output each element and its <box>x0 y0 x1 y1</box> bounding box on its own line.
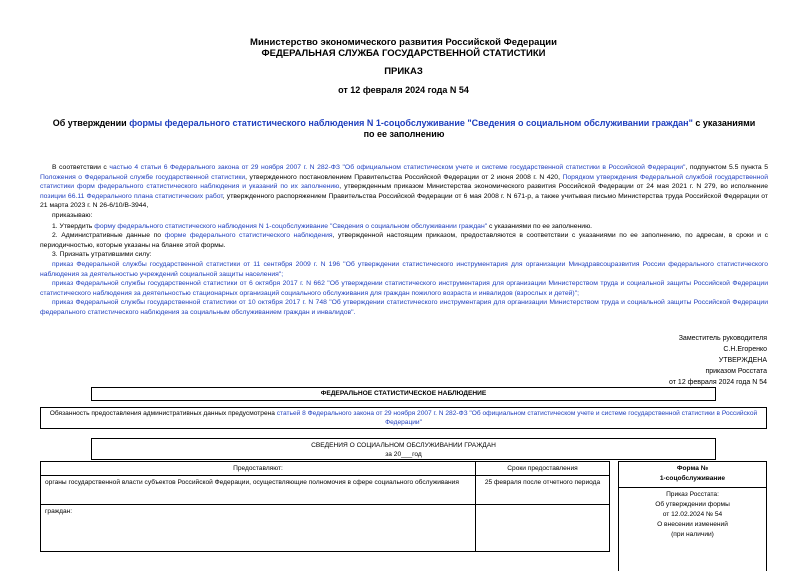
order-date: от 12 февраля 2024 года N 54 <box>338 85 469 95</box>
signature-name: С.Н.Егоренко <box>723 346 767 353</box>
changes-label: О внесении изменений <box>657 521 728 528</box>
col-providers-header: Предоставляют: <box>41 462 476 476</box>
repealed-order-1[interactable]: приказ Федеральной службы государственной статистики от 11 сентября 2009 г. N 196 "Об утверждении статистического инструментария для организации Минздравсоцразвития России федерального статистического наблюдения за деятельностью учреждений социальной защиты населения"; <box>40 260 768 278</box>
obligation-note: Обязанность предоставления административных данных предусмотрена статьей 8 Федерального закона от 29 ноября 2007 г. N 282-ФЗ "Об официальном статистическом учете и системе государственной статистики в Российской Федерации" <box>40 407 767 429</box>
document-body <box>40 163 768 318</box>
report-title: СВЕДЕНИЯ О СОЦИАЛЬНОМ ОБСЛУЖИВАНИИ ГРАЖДАН <box>311 442 496 449</box>
regulation-link[interactable]: Положения о Федеральной службе государственной статистики <box>40 173 246 181</box>
point-2: 2. Административные данные по форме федерального статистического наблюдения, утвержденной настоящим приказом, предоставляются в соответствии с указаниями по ее заполнению, по адресам, в сроки и с периодичностью, которые указаны на бланке этой формы. <box>40 232 768 249</box>
plan-position-link[interactable]: позиции 66.11 Федерального плана статистических работ <box>40 192 223 200</box>
table-header-row <box>41 462 610 476</box>
rosstat-order-label: Приказ Росстата: <box>666 491 719 498</box>
term-cell <box>476 505 610 552</box>
repealed-order-2[interactable]: приказ Федеральной службы государственной статистики от 6 октября 2017 г. N 662 "Об утверждении статистического инструментария для организации Министерством труда и социальной защиты Российской Федерации статистического наблюдения за деятельностью стационарных организаций социального обслуживания для граждан пожилого возраста и инвалидов (взрослых и детей)"; <box>40 280 768 297</box>
if-any-label: (при наличии) <box>671 531 714 538</box>
federal-observation-banner: ФЕДЕРАЛЬНОЕ СТАТИСТИЧЕСКОЕ НАБЛЮДЕНИЕ <box>91 387 716 401</box>
report-title-box <box>91 438 716 460</box>
provider-cell: органы государственной власти субъектов Российской Федерации, осуществляющие полномочия в сфере социального обслуживания <box>41 476 476 505</box>
approve-form-date: от 12.02.2024 № 54 <box>662 511 723 518</box>
approved-by: приказом Росстата <box>705 368 767 375</box>
approval-block <box>669 355 767 388</box>
col-terms-header: Сроки предоставления <box>476 462 610 476</box>
ministry-name: Министерство экономического развития Российской Федерации <box>250 37 557 48</box>
document-header <box>0 37 807 59</box>
form-code-box <box>618 461 767 571</box>
order-word: ПРИКАЗ <box>384 66 423 77</box>
table-row <box>41 505 610 552</box>
providers-table <box>40 461 610 552</box>
term-cell: 25 февраля после отчетного периода <box>476 476 610 505</box>
approve-form-label: Об утверждении формы <box>655 501 730 508</box>
document-title <box>48 118 760 140</box>
signature-position: Заместитель руководителя <box>678 335 767 342</box>
point-2-form-link[interactable]: форме федерального статистического наблюдения <box>164 232 333 240</box>
point-1: 1. Утвердить форму федерального статистического наблюдения N 1-соцобслуживание "Сведения о социальном обслуживании граждан" с указаниями по ее заполнению. <box>52 222 593 230</box>
form-name: 1-соцобслуживание <box>659 475 726 482</box>
table-row <box>41 476 610 505</box>
title-prefix: Об утверждении <box>52 118 130 128</box>
law-article-link[interactable]: частью 4 статьи 6 Федерального закона от 29 ноября 2007 г. N 282-ФЗ "Об официальном статистическом учете и системе государственной статистики в Российской Федерации" <box>109 164 686 171</box>
ordered-word: приказываю: <box>52 211 93 219</box>
procedure-link[interactable]: Порядком утверждения Федеральной службой государственной статистики форм федерального статистического наблюдения и указаний по их заполнению <box>40 173 768 191</box>
obligation-law-link[interactable]: статьей 8 Федерального закона от 29 ноября 2007 г. N 282-ФЗ "Об официальном статистическом учете и системе государственной статистики в Российской Федерации" <box>276 410 758 426</box>
title-suffix: с указаниями по ее заполнению <box>363 118 756 139</box>
form-number-label: Форма № <box>676 465 709 472</box>
report-year: за 20___год <box>385 451 422 458</box>
point-1-form-link[interactable]: форму федерального статистического наблюдения N 1-соцобслуживание "Сведения о социальном обслуживании граждан" <box>94 222 488 230</box>
title-form-link[interactable]: формы федерального статистического наблюдения N 1-соцобслуживание "Сведения о социальном обслуживании граждан" <box>129 118 693 128</box>
approved-date: от 12 февраля 2024 года N 54 <box>669 379 767 386</box>
approved-word: УТВЕРЖДЕНА <box>718 357 767 364</box>
preamble: В соответствии с частью 4 статьи 6 Федерального закона от 29 ноября 2007 г. N 282-ФЗ "Об официальном статистическом учете и системе государственной статистики в Российской Федерации", подпунктом 5.5 пункта 5 Положения о Федеральной службе государственной статистики, утвержденного постановлением Правительства Российской Федерации от 2 июня 2008 г. N 420, Порядком утверждения Федеральной службой государственной статистики форм федерального статистического наблюдения и указаний по их заполнению, утвержденным приказом Министерства экономического развития Российской Федерации от 24 мая 2021 г. N 279, во исполнение позиции 66.11 Федерального плана статистических работ, утвержденного распоряжением Правительства Российской Федерации от 6 мая 2008 г. N 671-р, а также учитывая письмо Министерства труда Российской Федерации от 21 марта 2023 г. N 26-6/10/В-3944, <box>40 164 768 210</box>
repealed-order-3[interactable]: приказ Федеральной службы государственной статистики от 10 октября 2017 г. N 748 "Об утверждении статистического инструментария для организации Министерством труда и социальной защиты Российской Федерации федерального статистического наблюдения за социальным обслуживанием граждан и инвалидов". <box>40 299 768 316</box>
point-3: 3. Признать утратившими силу: <box>52 251 152 259</box>
signature-block <box>679 333 767 355</box>
service-name: ФЕДЕРАЛЬНАЯ СЛУЖБА ГОСУДАРСТВЕННОЙ СТАТИСТИКИ <box>261 48 546 59</box>
provider-cell: граждан: <box>41 505 476 552</box>
